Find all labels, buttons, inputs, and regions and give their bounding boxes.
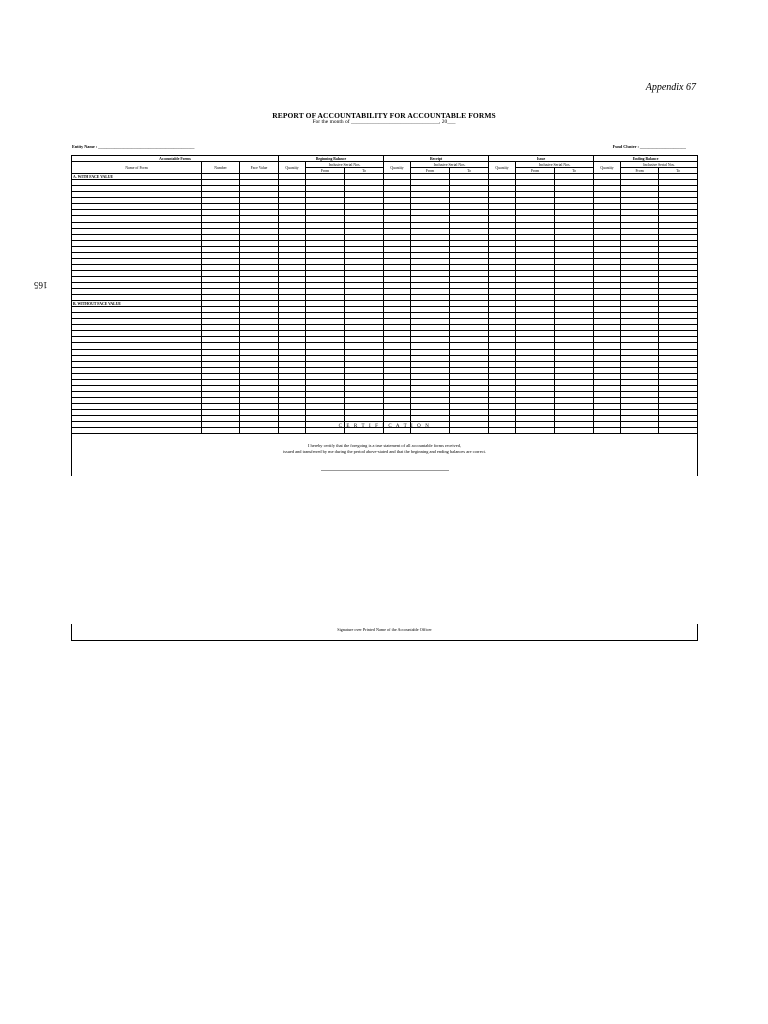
report-title: REPORT OF ACCOUNTABILITY FOR ACCOUNTABLE FORMS bbox=[272, 111, 496, 120]
certification-title: C E R T I F I C A T I O N bbox=[338, 424, 431, 429]
col-issue-quantity: Quantity bbox=[489, 162, 516, 174]
fund-cluster-field[interactable]: Fund Cluster : ______________________ bbox=[612, 144, 686, 149]
accountable-forms-table bbox=[71, 155, 698, 434]
col-beginning-quantity: Quantity bbox=[279, 162, 306, 174]
col-issue-serial: Inclusive Serial Nos. bbox=[516, 162, 594, 168]
report-period: For the month of ________________________________, 20___ bbox=[312, 119, 456, 125]
signature-box bbox=[71, 624, 698, 641]
section-without-face-value bbox=[72, 301, 698, 434]
col-receipt-from: From bbox=[411, 168, 450, 174]
col-beginning-from: From bbox=[306, 168, 345, 174]
section-b-label: B. WITHOUT FACE VALUE bbox=[72, 301, 202, 307]
col-ending-serial: Inclusive Serial Nos. bbox=[621, 162, 698, 168]
col-name-of-form: Name of Form bbox=[72, 162, 202, 174]
col-number: Number bbox=[202, 162, 240, 174]
col-beginning-serial: Inclusive Serial Nos. bbox=[306, 162, 384, 168]
group-accountable-forms: Accountable Forms bbox=[72, 156, 279, 162]
signature-label: Signature over Printed Name of the Accountable Officer bbox=[337, 627, 432, 632]
certification-box bbox=[71, 421, 698, 476]
appendix-label: Appendix 67 bbox=[645, 82, 696, 93]
section-with-face-value bbox=[72, 174, 698, 301]
col-receipt-to: To bbox=[450, 168, 489, 174]
group-issue: Issue bbox=[489, 156, 594, 162]
entity-name-field[interactable]: Entity Name : ______________________________________________ bbox=[72, 144, 195, 149]
col-beginning-to: To bbox=[345, 168, 384, 174]
signature-line[interactable] bbox=[321, 470, 449, 471]
certification-text-line-1: I hereby certify that the foregoing is a true statement of all accountable forms received, bbox=[308, 443, 461, 448]
col-ending-to: To bbox=[659, 168, 698, 174]
certification-text-line-2: issued and transferred by me during the period above-stated and that the beginning and ending balances are correct. bbox=[283, 449, 486, 454]
group-beginning-balance: Beginning Balance bbox=[279, 156, 384, 162]
col-receipt-quantity: Quantity bbox=[384, 162, 411, 174]
group-receipt: Receipt bbox=[384, 156, 489, 162]
col-receipt-serial: Inclusive Serial Nos. bbox=[411, 162, 489, 168]
col-ending-quantity: Quantity bbox=[594, 162, 621, 174]
col-ending-from: From bbox=[621, 168, 659, 174]
section-a-label: A. WITH FACE VALUE bbox=[72, 174, 202, 180]
page-number: 165 bbox=[34, 280, 48, 290]
col-issue-from: From bbox=[516, 168, 555, 174]
group-ending-balance: Ending Balance bbox=[594, 156, 698, 162]
col-face-value: Face Value bbox=[240, 162, 279, 174]
col-issue-to: To bbox=[555, 168, 594, 174]
